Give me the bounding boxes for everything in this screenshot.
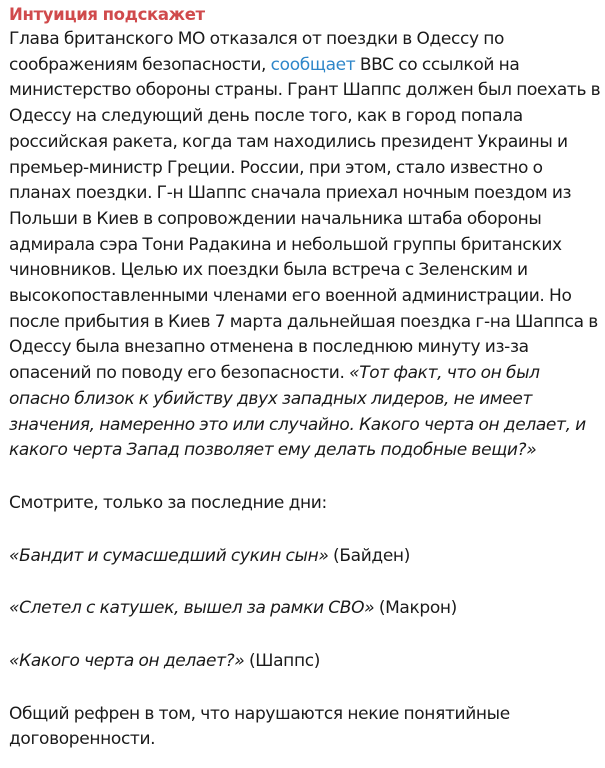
paragraph-main-text-after: BBC со ссылкой на министерство обороны страны. Грант Шаппс должен был поехать в Одессу на следующий день после того, как в город попала российская ракета, когда там находились президент Украины и премьер-министр Греции. России, при этом, стало известно о планах поездки. Г-н Шаппс сначала приехал ночным поездом из Польши в Киев в сопровождении начальника штаба обороны адмирала сэра Тони Радакина и небольшой группы британских чиновников. Целью их поездки была встреча с Зеленским и высокопоставленными членами его военной администрации. Но после прибытия в Киев 7 марта дальнейшая поездка г-на Шаппса в Одессу была внезапно отменена в последнюю минуту из-за опасений по поводу его безопасности. <box>9 54 601 384</box>
source-link[interactable]: сообщает <box>270 54 356 75</box>
spacer <box>9 517 601 544</box>
paragraph-intro: Смотрите, только за последние дни: <box>9 492 327 513</box>
spacer <box>9 569 601 596</box>
spacer <box>9 675 601 702</box>
paragraph-main-text-before: Глава британского МО отказался от поездки в Одессу по соображениям безопасности, <box>9 29 505 75</box>
spacer <box>9 464 601 491</box>
paragraph-conclusion: Общий рефрен в том, что нарушаются некие понятийные договоренности. <box>9 703 510 750</box>
quote-text: «Слетел с катушек, вышел за рамки СВО» <box>9 598 375 619</box>
quote-source: (Макрон) <box>374 598 457 619</box>
quote-line-shapps <box>9 649 601 675</box>
paragraph-main <box>9 27 601 464</box>
quote-text: «Бандит и сумасшедший сукин сын» <box>9 545 329 566</box>
message-post <box>9 3 601 753</box>
author-name[interactable]: Интуиция подскажет <box>9 5 205 24</box>
quote-line-biden <box>9 544 601 570</box>
quote-source: (Шаппс) <box>244 651 320 672</box>
quote-text: «Какого черта он делает?» <box>9 651 245 672</box>
paragraph-main-quote: «Тот факт, что он был опасно близок к убийству двух западных лидеров, не имеет значения, намеренно это или случайно. Какого черта он делает, и какого черта Запад позволяет ему делать подобные вещи?» <box>9 363 586 461</box>
spacer <box>9 622 601 649</box>
quote-line-macron <box>9 596 601 622</box>
quote-source: (Байден) <box>328 545 410 566</box>
